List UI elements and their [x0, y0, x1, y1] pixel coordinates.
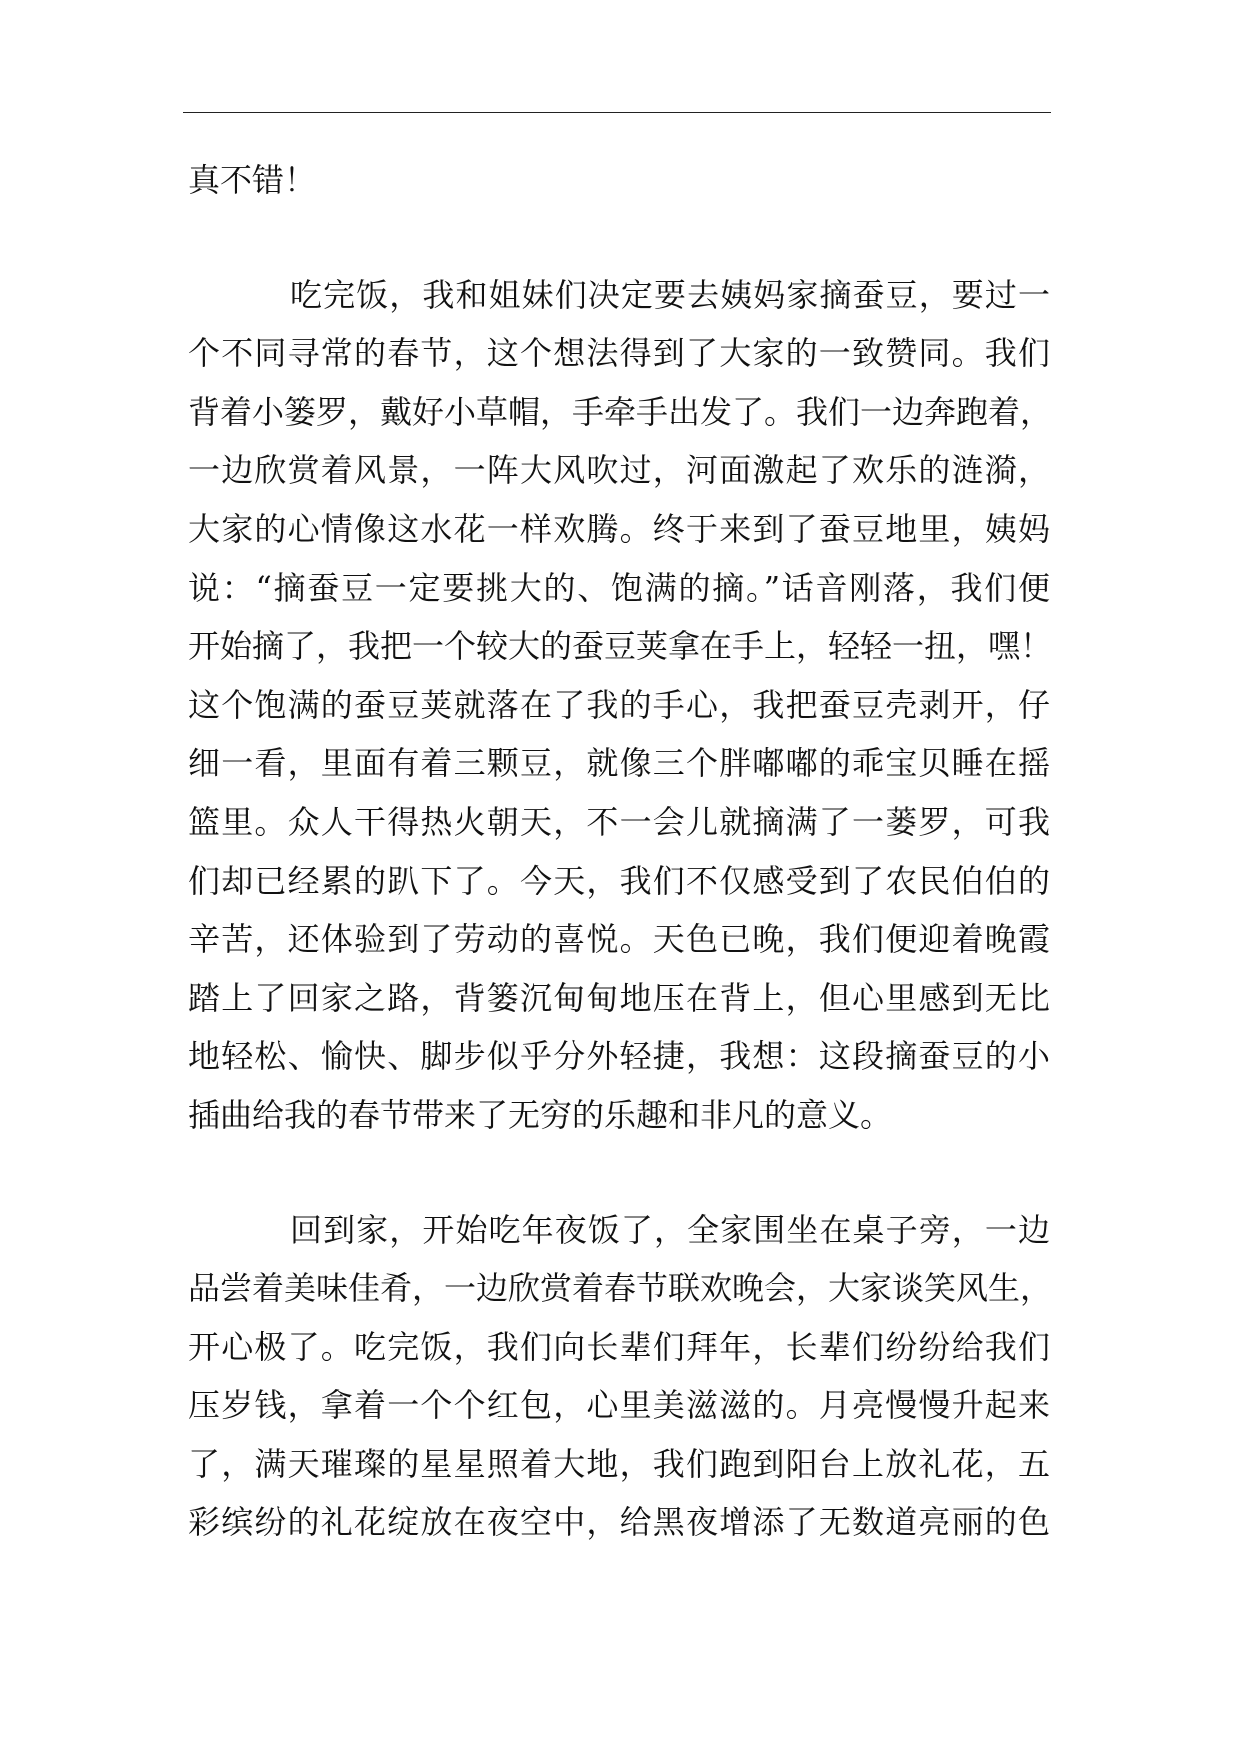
paragraph-line: 这个饱满的蚕豆荚就落在了我的手心，我把蚕豆壳剥开，仔	[188, 685, 1050, 724]
paragraph-line: 插曲给我的春节带来了无穷的乐趣和非凡的意义。	[188, 1095, 893, 1134]
paragraph-line: 细一看，里面有着三颗豆，就像三个胖嘟嘟的乖宝贝睡在摇	[188, 744, 1050, 783]
paragraph-line: 回到家，开始吃年夜饭了，全家围坐在桌子旁，一边	[290, 1210, 1050, 1249]
paragraph-gap	[188, 1145, 1050, 1201]
paragraph-line: 开心极了。吃完饭，我们向长辈们拜年，长辈们纷纷给我们	[188, 1327, 1050, 1366]
paragraph-line: 篮里。众人干得热火朝天，不一会儿就摘满了一蒌罗，可我	[188, 802, 1050, 841]
header-rule	[183, 112, 1051, 113]
paragraph-line: 吃完饭，我和姐妹们决定要去姨妈家摘蚕豆，要过一	[290, 275, 1050, 314]
paragraph-line: 个不同寻常的春节，这个想法得到了大家的一致赞同。我们	[188, 334, 1050, 373]
paragraph-line: 说：“摘蚕豆一定要挑大的、饱满的摘。”话音刚落，我们便	[188, 568, 1050, 607]
paragraph-line: 背着小篓罗，戴好小草帽，手牵手出发了。我们一边奔跑着，	[188, 392, 1053, 431]
paragraph-line: 彩缤纷的礼花绽放在夜空中，给黑夜增添了无数道亮丽的色	[188, 1503, 1050, 1542]
document-body	[188, 151, 1053, 1552]
continuation-line: 真不错！	[188, 161, 317, 199]
paragraph-line: 踏上了回家之路，背篓沉甸甸地压在背上，但心里感到无比	[188, 978, 1050, 1017]
paragraph-line: 大家的心情像这水花一样欢腾。终于来到了蚕豆地里，姨妈	[188, 509, 1050, 548]
paragraph-line: 地轻松、愉快、脚步似乎分外轻捷，我想：这段摘蚕豆的小	[188, 1037, 1050, 1076]
paragraph-line: 了，满天璀璨的星星照着大地，我们跑到阳台上放礼花，五	[188, 1444, 1050, 1483]
paragraph-line: 压岁钱，拿着一个个红包，心里美滋滋的。月亮慢慢升起来	[188, 1386, 1050, 1425]
paragraph-line: 辛苦，还体验到了劳动的喜悦。天色已晚，我们便迎着晚霞	[188, 920, 1050, 959]
paragraph-line: 一边欣赏着风景，一阵大风吹过，河面激起了欢乐的涟漪，	[188, 451, 1050, 490]
paragraph-2	[188, 1201, 1053, 1553]
paragraph-line: 开始摘了，我把一个较大的蚕豆荚拿在手上，轻轻一扭，嘿！	[188, 627, 1053, 666]
paragraph-line: 品尝着美味佳肴，一边欣赏着春节联欢晚会，大家谈笑风生，	[188, 1269, 1053, 1308]
paragraph-gap	[188, 210, 1050, 266]
paragraph-1	[188, 266, 1053, 1145]
paragraph-line: 们却已经累的趴下了。今天，我们不仅感受到了农民伯伯的	[188, 861, 1050, 900]
